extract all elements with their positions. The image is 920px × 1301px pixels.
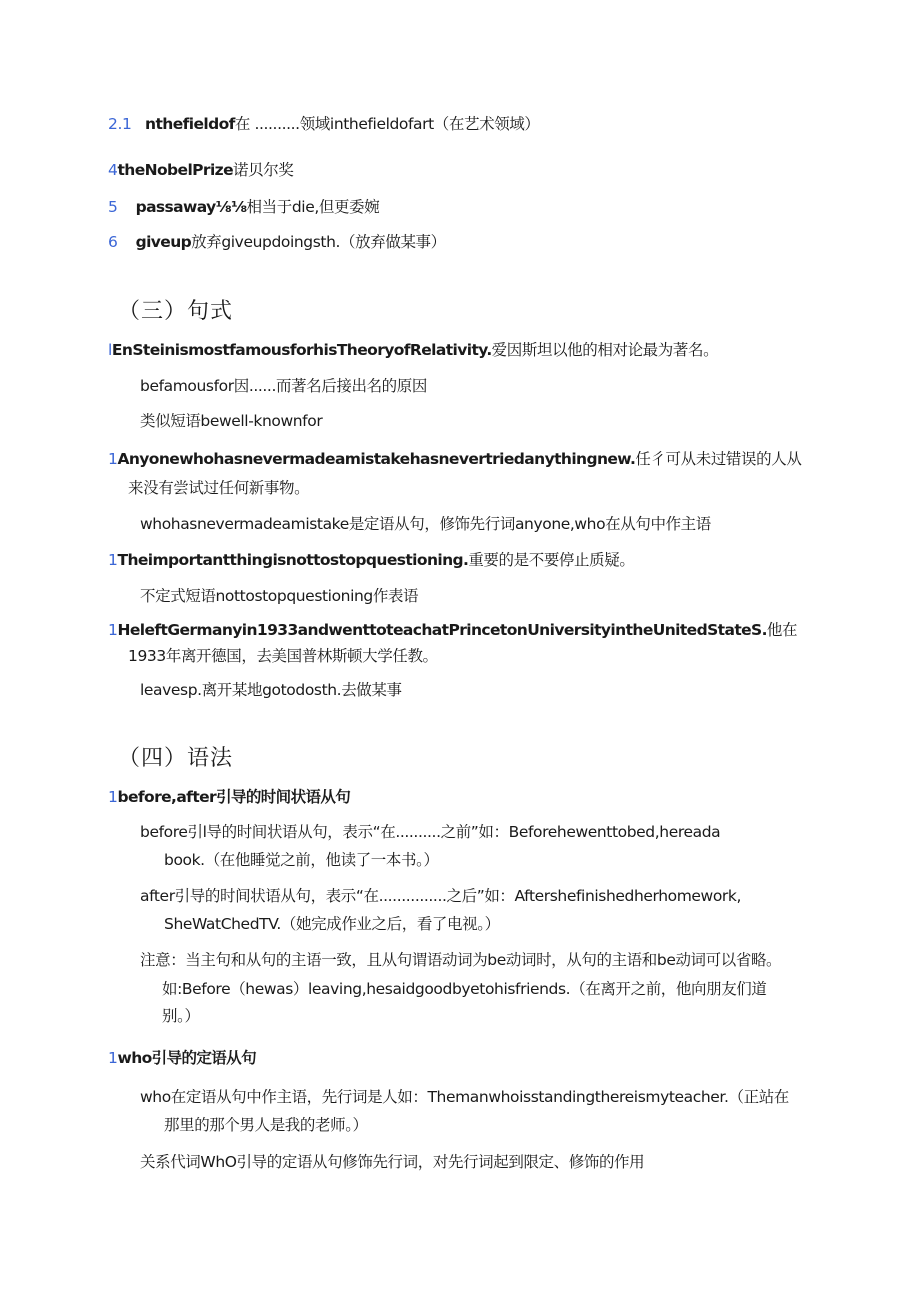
sentence-translation: 重要的是不要停止质疑。 bbox=[468, 551, 635, 569]
sentence-english: Theimportantthingisnottostopquestioning. bbox=[117, 551, 469, 569]
grammar-title: who引导的定语从句 bbox=[117, 1049, 256, 1067]
sentence-note: 不定式短语nottostopquestioning作表语 bbox=[140, 587, 419, 605]
sentence-english: Anyonewhohasnevermadeamistakehasnevertriedanythingnew. bbox=[117, 450, 636, 468]
vocab-phrase: giveup bbox=[135, 233, 192, 251]
sentence-note: leavesp.离开某地gotodosth.去做某事 bbox=[140, 681, 402, 699]
sentence-number: 1 bbox=[108, 621, 118, 639]
sentence-continuation: 1933年离开德国，去美国普林斯顿大学任教。 bbox=[128, 647, 438, 665]
vocab-number: 4 bbox=[108, 161, 118, 179]
sentence-translation: 他在 bbox=[766, 621, 798, 639]
grammar-point-1-title bbox=[108, 787, 350, 807]
sentence-number: 1 bbox=[108, 551, 118, 569]
vocab-explanation: 诺贝尔奖 bbox=[233, 161, 294, 179]
sentence-translation: 任彳可从未过错误的人从 bbox=[635, 450, 802, 468]
sentence-item-1 bbox=[108, 340, 718, 360]
vocab-number: 6 bbox=[108, 233, 118, 251]
grammar-title: before,after引导的时间状语从句 bbox=[117, 788, 351, 806]
grammar-note-example-end: 别。） bbox=[162, 1007, 200, 1025]
vocab-phrase: theNobelPrize bbox=[117, 161, 234, 179]
sentence-item-3 bbox=[108, 550, 634, 570]
vocab-item-4 bbox=[108, 160, 293, 180]
vocab-phrase: nthefieldof bbox=[145, 115, 235, 133]
grammar-note: 注意：当主句和从句的主语一致，且从句谓语动词为be动词时，从句的主语和be动词可以省略。 bbox=[140, 951, 782, 969]
vocab-item-6 bbox=[108, 232, 446, 252]
grammar-explanation: who在定语从句中作主语，先行词是人如：Themanwhoisstandingthereismyteacher.（正站在 bbox=[140, 1088, 789, 1106]
section-heading-grammar: （四）语法 bbox=[118, 746, 234, 771]
grammar-example: SheWatChedTV.（她完成作业之后，看了电视。） bbox=[164, 915, 500, 933]
vocab-item-5 bbox=[108, 197, 379, 217]
sentence-english: HeleftGermanyin1933andwenttoteachatPrincetonUniversityintheUnitedStateS. bbox=[117, 621, 767, 639]
sentence-translation: 爱因斯坦以他的相对论最为著名。 bbox=[491, 341, 719, 359]
grammar-example: book.（在他睡觉之前，他读了一本书。） bbox=[164, 851, 439, 869]
grammar-explanation: 关系代词WhO引导的定语从句修饰先行词，对先行词起到限定、修饰的作用 bbox=[140, 1153, 645, 1171]
grammar-number: 1 bbox=[108, 1049, 118, 1067]
sentence-english: EnSteinismostfamousforhisTheoryofRelativity. bbox=[111, 341, 492, 359]
grammar-explanation: after引导的时间状语从句，表示“在...............之后”如：Aftershefinishedherhomework, bbox=[140, 887, 741, 905]
grammar-number: 1 bbox=[108, 788, 118, 806]
vocab-number: 2.1 bbox=[108, 115, 132, 133]
sentence-note: whohasnevermadeamistake是定语从句，修饰先行词anyone,who在从句中作主语 bbox=[140, 515, 711, 533]
vocab-explanation: 在 ..........领域inthefieldofart（在艺术领域） bbox=[234, 115, 540, 133]
grammar-note-example: 如:Before（hewas）leaving,hesaidgoodbyetohisfriends.（在离开之前，他向朋友们道 bbox=[162, 980, 767, 998]
sentence-note: 类似短语bewell-knownfor bbox=[140, 412, 323, 430]
section-heading-sentence-patterns: （三）句式 bbox=[118, 299, 234, 324]
vocab-item-2-1 bbox=[108, 114, 540, 134]
vocab-explanation: 放弃giveupdoingsth.（放弃做某事） bbox=[191, 233, 446, 251]
sentence-continuation: 来没有尝试过任何新事物。 bbox=[128, 479, 310, 497]
sentence-number: 1 bbox=[108, 450, 118, 468]
sentence-note: befamousfor因......而著名后接出名的原因 bbox=[140, 377, 427, 395]
grammar-explanation: before引l导的时间状语从句，表示“在..........之前”如：Beforehewenttobed,hereada bbox=[140, 823, 721, 841]
sentence-item-2 bbox=[108, 449, 801, 469]
vocab-number: 5 bbox=[108, 198, 118, 216]
grammar-point-2-title bbox=[108, 1048, 256, 1068]
vocab-phrase: passaway⅛⅛ bbox=[135, 198, 247, 216]
grammar-example: 那里的那个男人是我的老师。） bbox=[164, 1116, 368, 1134]
vocab-explanation: 相当于die,但更委婉 bbox=[246, 198, 380, 216]
sentence-number: l bbox=[108, 341, 112, 359]
sentence-item-4 bbox=[108, 620, 797, 640]
